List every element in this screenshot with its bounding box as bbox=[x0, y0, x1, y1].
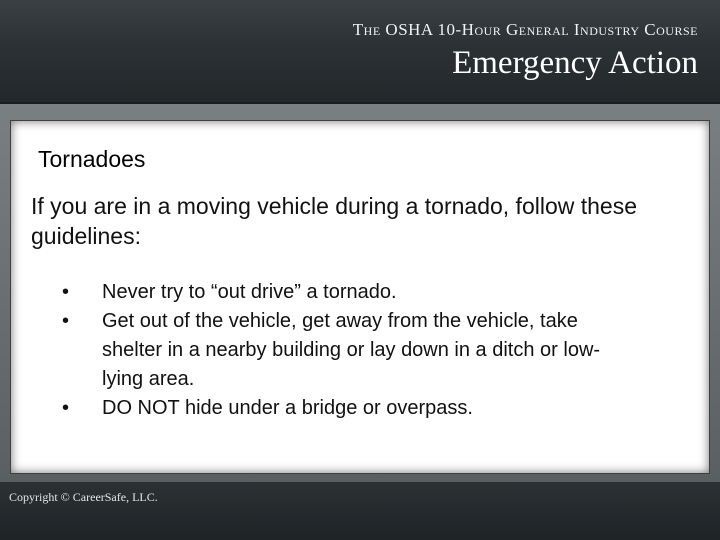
slide-title: Tornadoes bbox=[38, 146, 146, 172]
bullet-text: Never try to “out drive” a tornado. bbox=[102, 281, 397, 303]
section-title: Emergency Action bbox=[452, 45, 698, 81]
bullet-list bbox=[60, 278, 660, 423]
slide-header bbox=[0, 0, 720, 104]
list-item bbox=[60, 307, 660, 394]
bullet-marker: • bbox=[62, 310, 70, 332]
bullet-text: DO NOT hide under a bridge or overpass. bbox=[102, 397, 473, 419]
course-title: The OSHA 10-Hour General Industry Course bbox=[352, 20, 698, 39]
list-item bbox=[60, 394, 660, 423]
copyright-text: Copyright © CareerSafe, LLC. bbox=[9, 490, 158, 504]
bullet-marker: • bbox=[62, 281, 70, 303]
bullet-text: Get out of the vehicle, get away from the vehicle, take shelter in a nearby building or lay down in a ditch or low-lying area. bbox=[102, 310, 601, 390]
list-item bbox=[60, 278, 660, 307]
bullet-marker: • bbox=[62, 397, 70, 419]
intro-text: If you are in a moving vehicle during a tornado, follow these guidelines: bbox=[31, 193, 638, 249]
